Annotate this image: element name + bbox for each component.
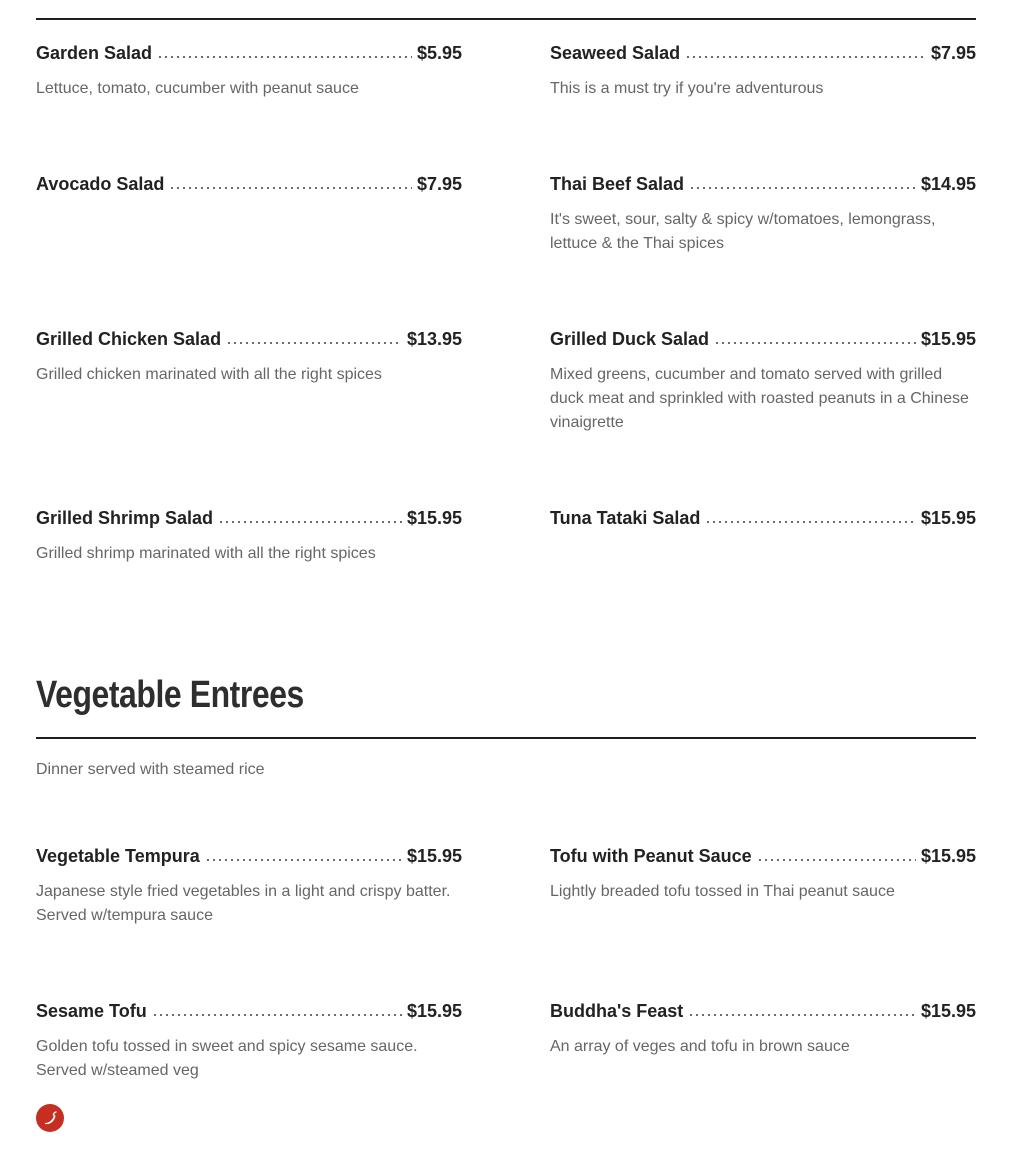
leader-dots: [157, 45, 412, 59]
item-description: This is a must try if you're adventurous: [550, 80, 824, 97]
leader-dots: [688, 1003, 916, 1017]
leader-dots: [685, 45, 926, 59]
item-price: $15.95: [406, 1001, 462, 1021]
menu-item-tofu-with-peanut-sauce: [550, 846, 976, 904]
item-description: Lettuce, tomato, cucumber with peanut sauce: [36, 80, 359, 97]
item-price: $15.95: [920, 508, 976, 528]
item-name: Grilled Chicken Salad: [36, 329, 222, 349]
menu-item-avocado-salad: [36, 174, 462, 198]
leader-dots: [757, 848, 916, 862]
section-divider: [36, 737, 976, 739]
menu-item-thai-beef-salad: [550, 174, 976, 256]
menu-item-tuna-tataki-salad: [550, 508, 976, 532]
menu-item-grilled-shrimp-salad: [36, 508, 462, 566]
leader-dots: [714, 331, 916, 345]
menu-item-seaweed-salad: [550, 43, 976, 101]
item-price: $7.95: [416, 174, 462, 194]
chili-pepper-icon: [36, 1104, 64, 1132]
menu-item-garden-salad: [36, 43, 462, 101]
item-description: Japanese style fried vegetables in a light and crispy batter. Served w/tempura sauce: [36, 883, 451, 924]
item-price: $15.95: [406, 846, 462, 866]
item-price: $15.95: [920, 329, 976, 349]
item-price: $15.95: [920, 1001, 976, 1021]
leader-dots: [152, 1003, 402, 1017]
item-name: Avocado Salad: [36, 174, 165, 194]
item-name: Buddha's Feast: [550, 1001, 684, 1021]
item-description: Mixed greens, cucumber and tomato served with grilled duck meat and sprinkled with roasted peanuts in a Chinese vinaigrette: [550, 366, 969, 431]
top-divider: [36, 18, 976, 20]
leader-dots: [205, 848, 402, 862]
item-name: Sesame Tofu: [36, 1001, 147, 1021]
item-description: Golden tofu tossed in sweet and spicy sesame sauce. Served w/steamed veg: [36, 1038, 418, 1079]
menu-item-sesame-tofu: [36, 1001, 462, 1083]
item-name: Seaweed Salad: [550, 43, 681, 63]
item-price: $7.95: [930, 43, 976, 63]
item-name: Garden Salad: [36, 43, 153, 63]
menu-item-buddhas-feast: [550, 1001, 976, 1059]
item-description: It's sweet, sour, salty & spicy w/tomatoes, lemongrass, lettuce & the Thai spices: [550, 211, 936, 252]
item-price: $14.95: [920, 174, 976, 194]
section-note: Dinner served with steamed rice: [36, 761, 265, 778]
item-description: An array of veges and tofu in brown sauce: [550, 1038, 850, 1055]
item-description: Grilled chicken marinated with all the right spices: [36, 366, 382, 383]
menu-item-grilled-chicken-salad: [36, 329, 462, 387]
item-price: $15.95: [406, 508, 462, 528]
item-price: $5.95: [416, 43, 462, 63]
section-title-vegetable-entrees: Vegetable Entrees: [36, 674, 304, 716]
leader-dots: [226, 331, 402, 345]
item-price: $15.95: [920, 846, 976, 866]
item-name: Tofu with Peanut Sauce: [550, 846, 752, 866]
item-name: Thai Beef Salad: [550, 174, 685, 194]
leader-dots: [705, 510, 916, 524]
menu-item-vegetable-tempura: [36, 846, 462, 928]
item-name: Vegetable Tempura: [36, 846, 200, 866]
item-description: Grilled shrimp marinated with all the right spices: [36, 545, 376, 562]
leader-dots: [689, 176, 916, 190]
item-description: Lightly breaded tofu tossed in Thai peanut sauce: [550, 883, 895, 900]
item-name: Grilled Duck Salad: [550, 329, 710, 349]
leader-dots: [218, 510, 402, 524]
menu-item-grilled-duck-salad: [550, 329, 976, 435]
item-price: $13.95: [406, 329, 462, 349]
chili-pepper-glyph: [41, 1109, 59, 1127]
item-name: Grilled Shrimp Salad: [36, 508, 214, 528]
leader-dots: [169, 176, 412, 190]
item-name: Tuna Tataki Salad: [550, 508, 701, 528]
